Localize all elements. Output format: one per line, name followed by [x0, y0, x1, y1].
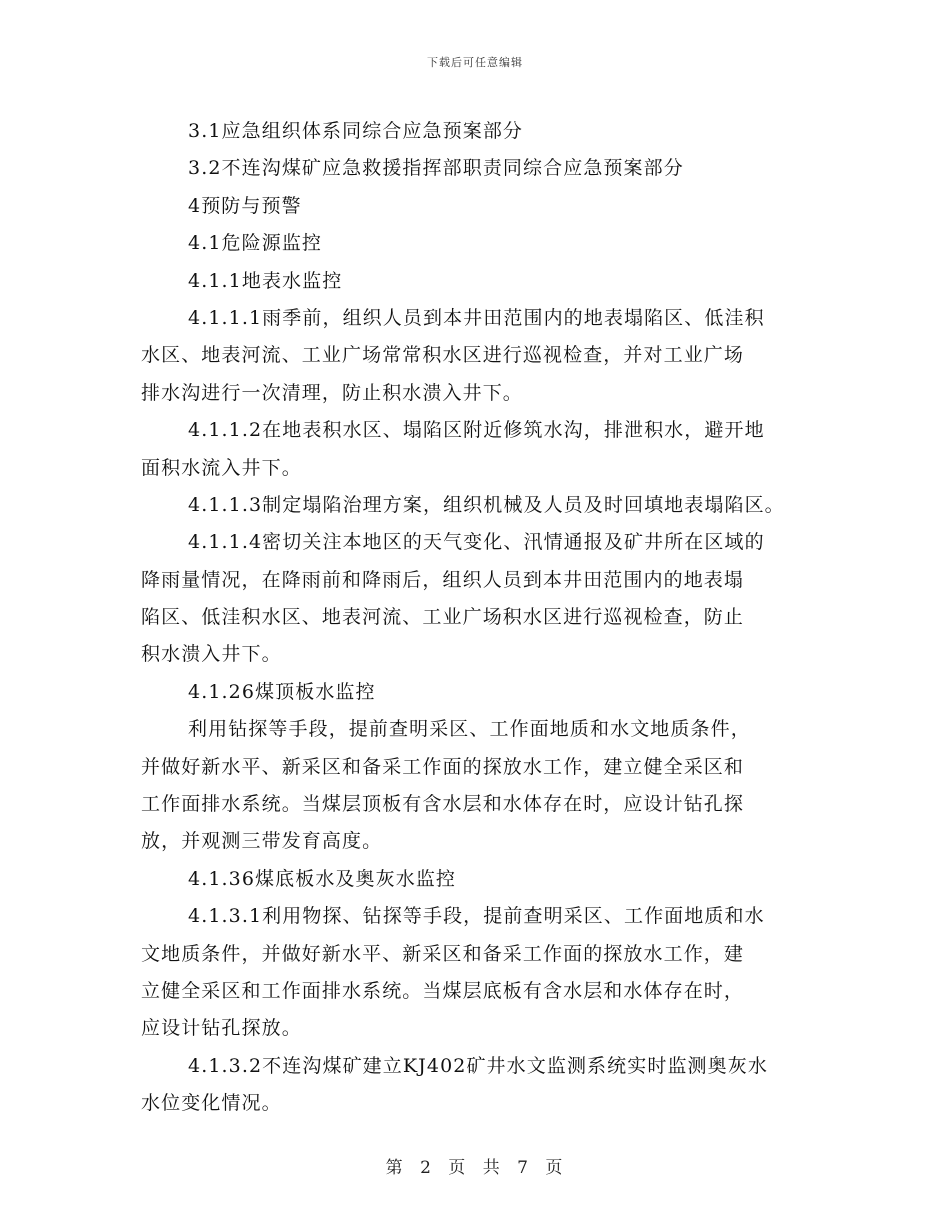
text-line: 4.1.1.2在地表积水区、塌陷区附近修筑水沟，排泄积水，避开地: [188, 419, 765, 442]
document-body: [141, 113, 831, 1123]
text-line: 放，并观测三带发育高度。: [141, 830, 383, 853]
footer-page-unit: 页: [448, 1158, 468, 1178]
text-line: 4.1.3.2不连沟煤矿建立KJ402矿井水文监测系统实时监测奥灰水: [188, 1054, 768, 1077]
text-line: 陷区、低洼积水区、地表河流、工业广场积水区进行巡视检查，防止: [141, 606, 745, 629]
text-line: 4.1.3.1利用物探、钻探等手段，提前查明采区、工作面地质和水: [188, 905, 765, 928]
footer-total-pages: 7: [517, 1158, 530, 1178]
text-line: 4.1.1.3制定塌陷治理方案，组织机械及人员及时回填地表塌陷区。: [188, 493, 785, 516]
text-line: 4.1.1.1雨季前，组织人员到本井田范围内的地表塌陷区、低洼积: [188, 306, 765, 329]
footer-total-word: 共: [482, 1158, 502, 1178]
text-line: 4预防与预警: [188, 194, 302, 217]
text-line: 降雨量情况，在降雨前和降雨后，组织人员到本井田范围内的地表塌: [141, 568, 745, 591]
text-line: 并做好新水平、新采区和备采工作面的探放水工作，建立健全采区和: [141, 755, 745, 778]
text-line: 4.1.1地表水监控: [188, 269, 343, 292]
footer-page-number: 2: [420, 1158, 433, 1178]
header-note: 下载后可任意编辑: [427, 56, 523, 69]
text-line: 积水溃入井下。: [141, 643, 282, 666]
text-line: 文地质条件，并做好新水平、新采区和备采工作面的探放水工作，建: [141, 942, 745, 965]
text-line: 水位变化情况。: [141, 1092, 282, 1115]
text-line: 面积水流入井下。: [141, 456, 302, 479]
text-line: 利用钻探等手段，提前查明采区、工作面地质和水文地质条件，: [188, 718, 751, 741]
text-line: 4.1危险源监控: [188, 232, 323, 255]
text-line: 应设计钻孔探放。: [141, 1017, 302, 1040]
text-line: 立健全采区和工作面排水系统。当煤层底板有含水层和水体存在时，: [141, 979, 745, 1002]
text-line: 排水沟进行一次清理，防止积水溃入井下。: [141, 381, 523, 404]
page-footer: [0, 1153, 950, 1178]
text-line: 4.1.36煤底板水及奥灰水监控: [188, 867, 457, 890]
footer-total-unit: 页: [545, 1158, 565, 1178]
text-line: 工作面排水系统。当煤层顶板有含水层和水体存在时，应设计钻孔探: [141, 793, 745, 816]
text-line: 3.2不连沟煤矿应急救援指挥部职责同综合应急预案部分: [188, 157, 684, 180]
footer-prefix: 第: [385, 1158, 405, 1178]
text-line: 4.1.26煤顶板水监控: [188, 680, 376, 703]
text-line: 4.1.1.4密切关注本地区的天气变化、汛情通报及矿井所在区域的: [188, 531, 765, 554]
text-line: 水区、地表河流、工业广场常常积水区进行巡视检查，并对工业广场: [141, 344, 745, 367]
text-line: 3.1应急组织体系同综合应急预案部分: [188, 120, 524, 142]
